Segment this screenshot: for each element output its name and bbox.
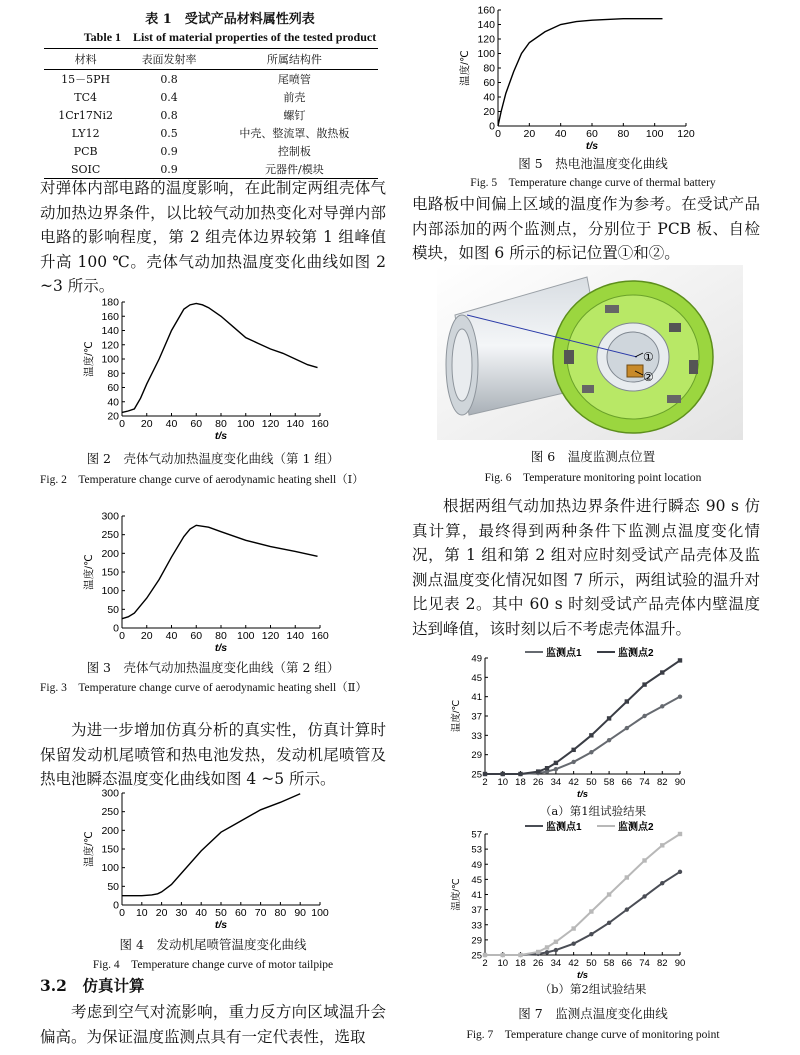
y-tick-label: 160 xyxy=(101,310,119,323)
series-point xyxy=(536,769,540,773)
x-tick-label: 100 xyxy=(311,907,329,919)
x-tick-label: 100 xyxy=(236,418,255,430)
x-tick-label: 20 xyxy=(140,418,153,430)
y-tick-label: 60 xyxy=(483,77,495,89)
series-point xyxy=(660,670,664,674)
y-tick-label: 160 xyxy=(477,4,495,17)
y-axis-label: 温度/℃ xyxy=(83,831,95,867)
y-tick-label: 300 xyxy=(101,510,119,523)
fig7-caption-en: Fig. 7 Temperature change curve of monitoring point xyxy=(466,1029,720,1041)
series-line xyxy=(122,794,300,896)
left-paragraph-2: 为进一步增加仿真分析的真实性，仿真计算时保留发动机尾喷管和热电池发热，发动机尾喷管及热电池瞬态温度变化曲线如图 4 ~5 所示。 xyxy=(40,721,386,788)
x-tick-label: 18 xyxy=(515,958,526,969)
x-axis-label: t/s xyxy=(214,430,228,442)
fig7b-chart xyxy=(445,818,700,980)
series-point xyxy=(545,945,549,949)
y-tick-label: 250 xyxy=(101,529,119,542)
x-tick-label: 82 xyxy=(656,958,668,969)
x-tick-label: 80 xyxy=(215,630,227,642)
series-point xyxy=(607,716,611,720)
y-tick-label: 40 xyxy=(483,91,495,104)
x-tick-label: 26 xyxy=(532,958,544,969)
series-point xyxy=(554,948,558,952)
y-tick-label: 29 xyxy=(471,935,482,947)
series-point xyxy=(518,953,522,957)
x-tick-label: 40 xyxy=(165,418,178,430)
x-axis-label: t/s xyxy=(576,789,589,799)
fig2-caption-en: Fig. 2 Temperature change curve of aerodynamic heating shell（Ⅰ） xyxy=(40,474,364,486)
series-point xyxy=(545,766,549,770)
fig3-caption-en: Fig. 3 Temperature change curve of aerodynamic heating shell（Ⅱ） xyxy=(40,682,367,694)
fig6-model-image xyxy=(437,265,743,440)
y-tick-label: 140 xyxy=(477,19,495,31)
fig2-chart xyxy=(80,296,330,446)
x-tick-label: 10 xyxy=(497,958,509,969)
series-line-2 xyxy=(485,834,680,955)
series-point xyxy=(554,761,558,765)
x-tick-label: 70 xyxy=(254,907,267,919)
x-tick-label: 42 xyxy=(568,958,579,969)
y-tick-label: 53 xyxy=(471,844,482,856)
legend-label: 监测点1 xyxy=(546,822,582,833)
y-tick-label: 0 xyxy=(113,622,119,635)
x-tick-label: 58 xyxy=(603,777,615,788)
y-tick-label: 150 xyxy=(101,843,119,856)
series-point xyxy=(625,875,629,879)
series-point xyxy=(642,858,646,862)
x-tick-label: 2 xyxy=(482,777,488,788)
x-tick-label: 120 xyxy=(261,418,280,430)
series-point xyxy=(660,881,664,885)
y-tick-label: 50 xyxy=(107,880,119,893)
y-tick-label: 300 xyxy=(101,787,119,800)
series-point xyxy=(678,694,682,698)
table-row: PCB 0.9 控制板 xyxy=(73,144,311,158)
right-paragraph-2: 根据两组气动加热边界条件进行瞬态 90 s 仿真计算，最终得到两种条件下监测点温度变化情况，第 1 组和第 2 组对应时刻受试产品壳体及监测点温度变化情况如图 7 所示，两组试验的温升对比见表 2。其中 60 s 时刻受试产品壳体内壁温度达到峰值，该时刻以后不考虑壳体温升。 xyxy=(412,497,760,638)
series-point xyxy=(642,682,646,686)
y-tick-label: 25 xyxy=(471,769,482,781)
y-axis-label: 温度/℃ xyxy=(451,878,462,911)
x-tick-label: 80 xyxy=(215,418,227,430)
series-point xyxy=(625,907,629,911)
series-point xyxy=(554,940,558,944)
y-tick-label: 180 xyxy=(101,296,119,309)
series-point xyxy=(483,772,487,776)
x-tick-label: 50 xyxy=(215,907,227,919)
fig7b-subcaption: （b）第2组试验结果 xyxy=(539,982,647,996)
y-axis-label: 温度/℃ xyxy=(83,554,95,590)
x-tick-label: 160 xyxy=(311,418,329,430)
fig3-chart xyxy=(80,510,330,655)
fig5-caption-en: Fig. 5 Temperature change curve of thermal battery xyxy=(470,177,716,189)
series-point xyxy=(607,738,611,742)
table1-title-cn: 表 1 受试产品材料属性列表 xyxy=(145,12,315,27)
x-tick-label: 10 xyxy=(135,907,148,919)
y-tick-label: 40 xyxy=(107,396,119,409)
table1-header: 所属结构件 xyxy=(211,49,378,70)
table-row: TC4 0.4 前壳 xyxy=(74,90,306,104)
y-tick-label: 45 xyxy=(471,874,482,886)
series-point xyxy=(483,953,487,957)
fig7-caption-cn: 图 7 监测点温度变化曲线 xyxy=(518,1006,668,1021)
x-tick-label: 42 xyxy=(568,777,579,788)
series-point xyxy=(589,750,593,754)
series-point xyxy=(625,699,629,703)
y-tick-label: 200 xyxy=(101,824,119,837)
x-tick-label: 50 xyxy=(586,777,597,788)
x-tick-label: 0 xyxy=(495,128,501,140)
left-paragraph-1: 对弹体内部电路的温度影响，在此制定两组壳体气动加热边界条件，以比较气动加热变化对导弹内部电路的影响程度，第 2 组壳体边界较第 1 组峰值升高 100 ℃。壳体气动加热温度变化曲线如图 2 ~3 所示。 xyxy=(40,179,386,295)
x-axis-label: t/s xyxy=(585,140,599,152)
table-row: 15－5PH 0.8 尾喷管 xyxy=(61,72,311,86)
series-line xyxy=(498,19,663,126)
fig5-caption-cn: 图 5 热电池温度变化曲线 xyxy=(518,156,668,171)
legend-label: 监测点2 xyxy=(618,822,654,833)
series-point xyxy=(571,926,575,930)
x-tick-label: 74 xyxy=(639,777,650,788)
x-axis-label: t/s xyxy=(576,970,589,980)
y-tick-label: 49 xyxy=(471,859,482,871)
legend-label: 监测点2 xyxy=(618,648,654,659)
series-point xyxy=(678,832,682,836)
fig6-marker-2: ② xyxy=(643,370,654,384)
series-point xyxy=(607,892,611,896)
y-tick-label: 140 xyxy=(101,325,119,337)
x-tick-label: 120 xyxy=(261,630,280,642)
series-point xyxy=(554,767,558,771)
series-point xyxy=(678,870,682,874)
y-tick-label: 37 xyxy=(471,711,482,723)
y-axis-label: 温度/℃ xyxy=(451,699,462,733)
x-tick-label: 20 xyxy=(523,128,536,140)
x-tick-label: 74 xyxy=(639,958,650,969)
x-tick-label: 26 xyxy=(532,777,544,788)
y-tick-label: 120 xyxy=(101,339,119,352)
series-point xyxy=(501,953,505,957)
y-tick-label: 250 xyxy=(101,806,119,819)
y-tick-label: 29 xyxy=(471,750,482,762)
fig4-chart xyxy=(80,787,330,932)
y-tick-label: 80 xyxy=(107,367,119,380)
x-tick-label: 60 xyxy=(586,128,598,140)
x-tick-label: 66 xyxy=(621,958,633,969)
y-tick-label: 200 xyxy=(101,547,119,560)
x-tick-label: 140 xyxy=(286,630,305,642)
series-point xyxy=(642,714,646,718)
series-point xyxy=(536,950,540,954)
y-tick-label: 49 xyxy=(471,653,482,665)
x-tick-label: 60 xyxy=(190,630,203,642)
series-point xyxy=(589,733,593,737)
series-point xyxy=(589,932,593,936)
series-point xyxy=(589,909,593,913)
x-tick-label: 90 xyxy=(294,907,307,919)
series-point xyxy=(518,772,522,776)
fig7a-subcaption: （a）第1组试验结果 xyxy=(539,804,647,818)
y-tick-label: 150 xyxy=(101,566,119,579)
y-tick-label: 25 xyxy=(471,950,482,962)
x-tick-label: 34 xyxy=(550,777,562,788)
y-tick-label: 41 xyxy=(471,692,482,704)
x-tick-label: 80 xyxy=(274,907,287,919)
series-point xyxy=(660,704,664,708)
y-tick-label: 100 xyxy=(101,862,119,875)
y-tick-label: 33 xyxy=(471,920,482,932)
x-tick-label: 34 xyxy=(550,958,562,969)
x-tick-label: 58 xyxy=(603,958,615,969)
y-tick-label: 20 xyxy=(107,410,119,423)
table1 xyxy=(44,48,378,179)
y-tick-label: 60 xyxy=(107,382,119,394)
series-point xyxy=(571,941,575,945)
table1-header: 表面发射率 xyxy=(127,49,211,70)
x-tick-label: 60 xyxy=(190,418,203,430)
y-tick-label: 45 xyxy=(471,672,482,684)
x-tick-label: 20 xyxy=(140,630,153,642)
section-heading: 3.2 仿真计算 xyxy=(40,976,145,995)
x-tick-label: 30 xyxy=(175,907,188,919)
table-row: LY12 0.5 中壳、整流罩、散热板 xyxy=(71,126,350,140)
series-point xyxy=(625,726,629,730)
x-tick-label: 18 xyxy=(515,777,526,788)
y-tick-label: 0 xyxy=(489,120,495,133)
x-tick-label: 90 xyxy=(674,777,686,788)
table1-title-en: Table 1 List of material properties of the tested product xyxy=(83,30,377,44)
fig2-caption-cn: 图 2 壳体气动加热温度变化曲线（第 1 组） xyxy=(86,451,340,466)
x-tick-label: 0 xyxy=(119,907,125,919)
fig6-marker-1: ① xyxy=(643,350,654,364)
x-tick-label: 140 xyxy=(286,418,305,430)
x-tick-label: 10 xyxy=(497,777,509,788)
x-axis-label: t/s xyxy=(214,642,228,654)
x-tick-label: 0 xyxy=(119,418,125,430)
y-tick-label: 33 xyxy=(471,730,482,742)
x-tick-label: 40 xyxy=(554,128,567,140)
x-tick-label: 80 xyxy=(617,128,630,140)
x-tick-label: 82 xyxy=(656,777,668,788)
series-point xyxy=(607,921,611,925)
fig4-caption-en: Fig. 4 Temperature change curve of motor tailpipe xyxy=(92,959,334,971)
x-tick-label: 90 xyxy=(674,958,686,969)
fig6-caption-cn: 图 6 温度监测点位置 xyxy=(530,449,656,464)
series-line xyxy=(122,303,318,412)
y-tick-label: 100 xyxy=(101,585,119,598)
y-axis-label: 温度/℃ xyxy=(459,50,471,86)
y-tick-label: 100 xyxy=(477,48,495,60)
y-tick-label: 0 xyxy=(113,899,119,912)
x-axis-label: t/s xyxy=(214,919,228,931)
y-tick-label: 37 xyxy=(471,905,482,917)
fig3-caption-cn: 图 3 壳体气动加热温度变化曲线（第 2 组） xyxy=(86,660,340,675)
series-point xyxy=(501,772,505,776)
series-point xyxy=(571,760,575,764)
right-paragraph-1: 电路板中间偏上区域的温度作为参考。在受试产品内部添加的两个监测点，分别位于 PCB 板、自检模块，如图 6 所示的标记位置①和②。 xyxy=(412,195,760,262)
left-paragraph-3: 考虑到空气对流影响，重力反方向区域温升会偏高。为保证温度监测点具有一定代表性，选取 xyxy=(40,1003,386,1046)
series-point xyxy=(571,748,575,752)
table-row: 1Cr17Ni2 0.8 螺钉 xyxy=(58,108,306,122)
x-tick-label: 0 xyxy=(119,630,125,642)
series-point xyxy=(545,950,549,954)
x-tick-label: 2 xyxy=(482,958,488,969)
x-tick-label: 66 xyxy=(621,777,633,788)
y-tick-label: 120 xyxy=(477,33,495,46)
y-axis-label: 温度/℃ xyxy=(83,341,95,377)
series-line xyxy=(122,525,318,618)
series-line-1 xyxy=(485,697,680,774)
legend-label: 监测点1 xyxy=(546,648,582,659)
series-point xyxy=(678,658,682,662)
series-line-1 xyxy=(485,872,680,955)
y-tick-label: 20 xyxy=(483,106,495,118)
y-tick-label: 80 xyxy=(483,62,495,75)
y-tick-label: 41 xyxy=(471,890,482,901)
table-row: SOIC 0.9 元器件/模块 xyxy=(44,160,378,179)
x-tick-label: 160 xyxy=(311,630,329,642)
x-tick-label: 120 xyxy=(677,128,695,140)
fig5-chart xyxy=(450,4,700,154)
x-tick-label: 40 xyxy=(165,630,178,642)
y-tick-label: 57 xyxy=(471,829,482,841)
y-tick-label: 50 xyxy=(107,603,119,616)
x-tick-label: 100 xyxy=(236,630,255,642)
y-tick-label: 100 xyxy=(101,353,119,366)
fig7a-chart xyxy=(445,644,700,799)
series-point xyxy=(642,894,646,898)
fig6-caption-en: Fig. 6 Temperature monitoring point location xyxy=(484,472,702,484)
x-tick-label: 50 xyxy=(586,958,597,969)
x-tick-label: 100 xyxy=(645,128,664,140)
series-point xyxy=(660,843,664,847)
x-tick-label: 40 xyxy=(195,907,208,919)
table1-header: 材料 xyxy=(44,49,127,70)
fig4-caption-cn: 图 4 发动机尾喷管温度变化曲线 xyxy=(119,937,307,952)
x-tick-label: 20 xyxy=(155,907,168,919)
x-tick-label: 60 xyxy=(234,907,247,919)
